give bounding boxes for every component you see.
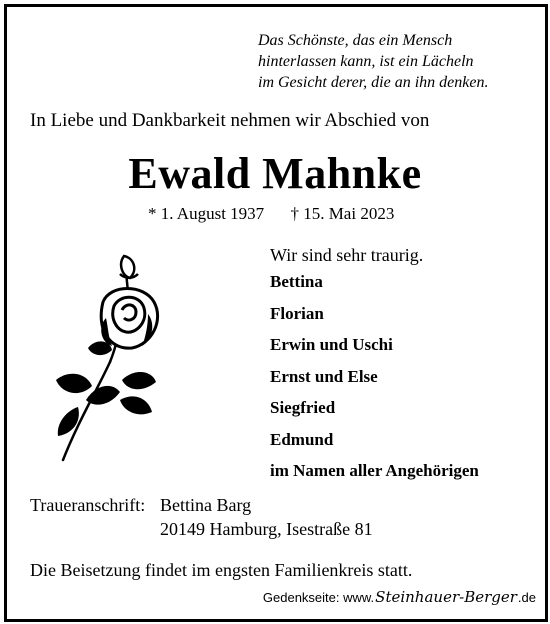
mourner-name: Ernst und Else: [270, 366, 378, 386]
memorial-page-link[interactable]: [263, 588, 536, 606]
mourner-name: im Namen aller Angehörigen: [270, 461, 479, 480]
quote-line: im Gesicht derer, die an ihn denken.: [258, 74, 489, 91]
mourner-name: Siegfried: [270, 398, 336, 417]
memorial-quote: [258, 30, 528, 93]
footer-prefix: Gedenkseite: www.: [262, 590, 375, 605]
footer-brand: Steinhauer-Berger: [375, 588, 517, 606]
life-dates: [148, 204, 394, 224]
death-date: † 15. Mai 2023: [290, 204, 395, 223]
footer-suffix: .de: [517, 590, 536, 605]
mourner-name: Edmund: [270, 429, 334, 449]
mourner-name: Florian: [270, 303, 324, 323]
mourner-name: Bettina: [270, 272, 323, 291]
mourners-intro: Wir sind sehr traurig.: [270, 245, 424, 265]
address-street: 20149 Hamburg, Isestraße 81: [160, 519, 373, 539]
address-label: Traueranschrift:: [30, 495, 146, 515]
birth-date: * 1. August 1937: [148, 204, 265, 223]
funeral-note: Die Beisetzung findet im engsten Familienkreis statt.: [30, 560, 413, 580]
mourners-list: [270, 244, 479, 487]
rose-icon: [48, 252, 178, 462]
quote-line: hinterlassen kann, ist ein Lächeln: [258, 53, 474, 70]
quote-line: Das Schönste, das ein Mensch: [258, 32, 453, 49]
mourner-name: Erwin und Uschi: [270, 335, 393, 354]
deceased-name: Ewald Mahnke: [128, 149, 422, 198]
farewell-intro: In Liebe und Dankbarkeit nehmen wir Abschied von: [30, 110, 430, 131]
address-name: Bettina Barg: [160, 495, 252, 515]
